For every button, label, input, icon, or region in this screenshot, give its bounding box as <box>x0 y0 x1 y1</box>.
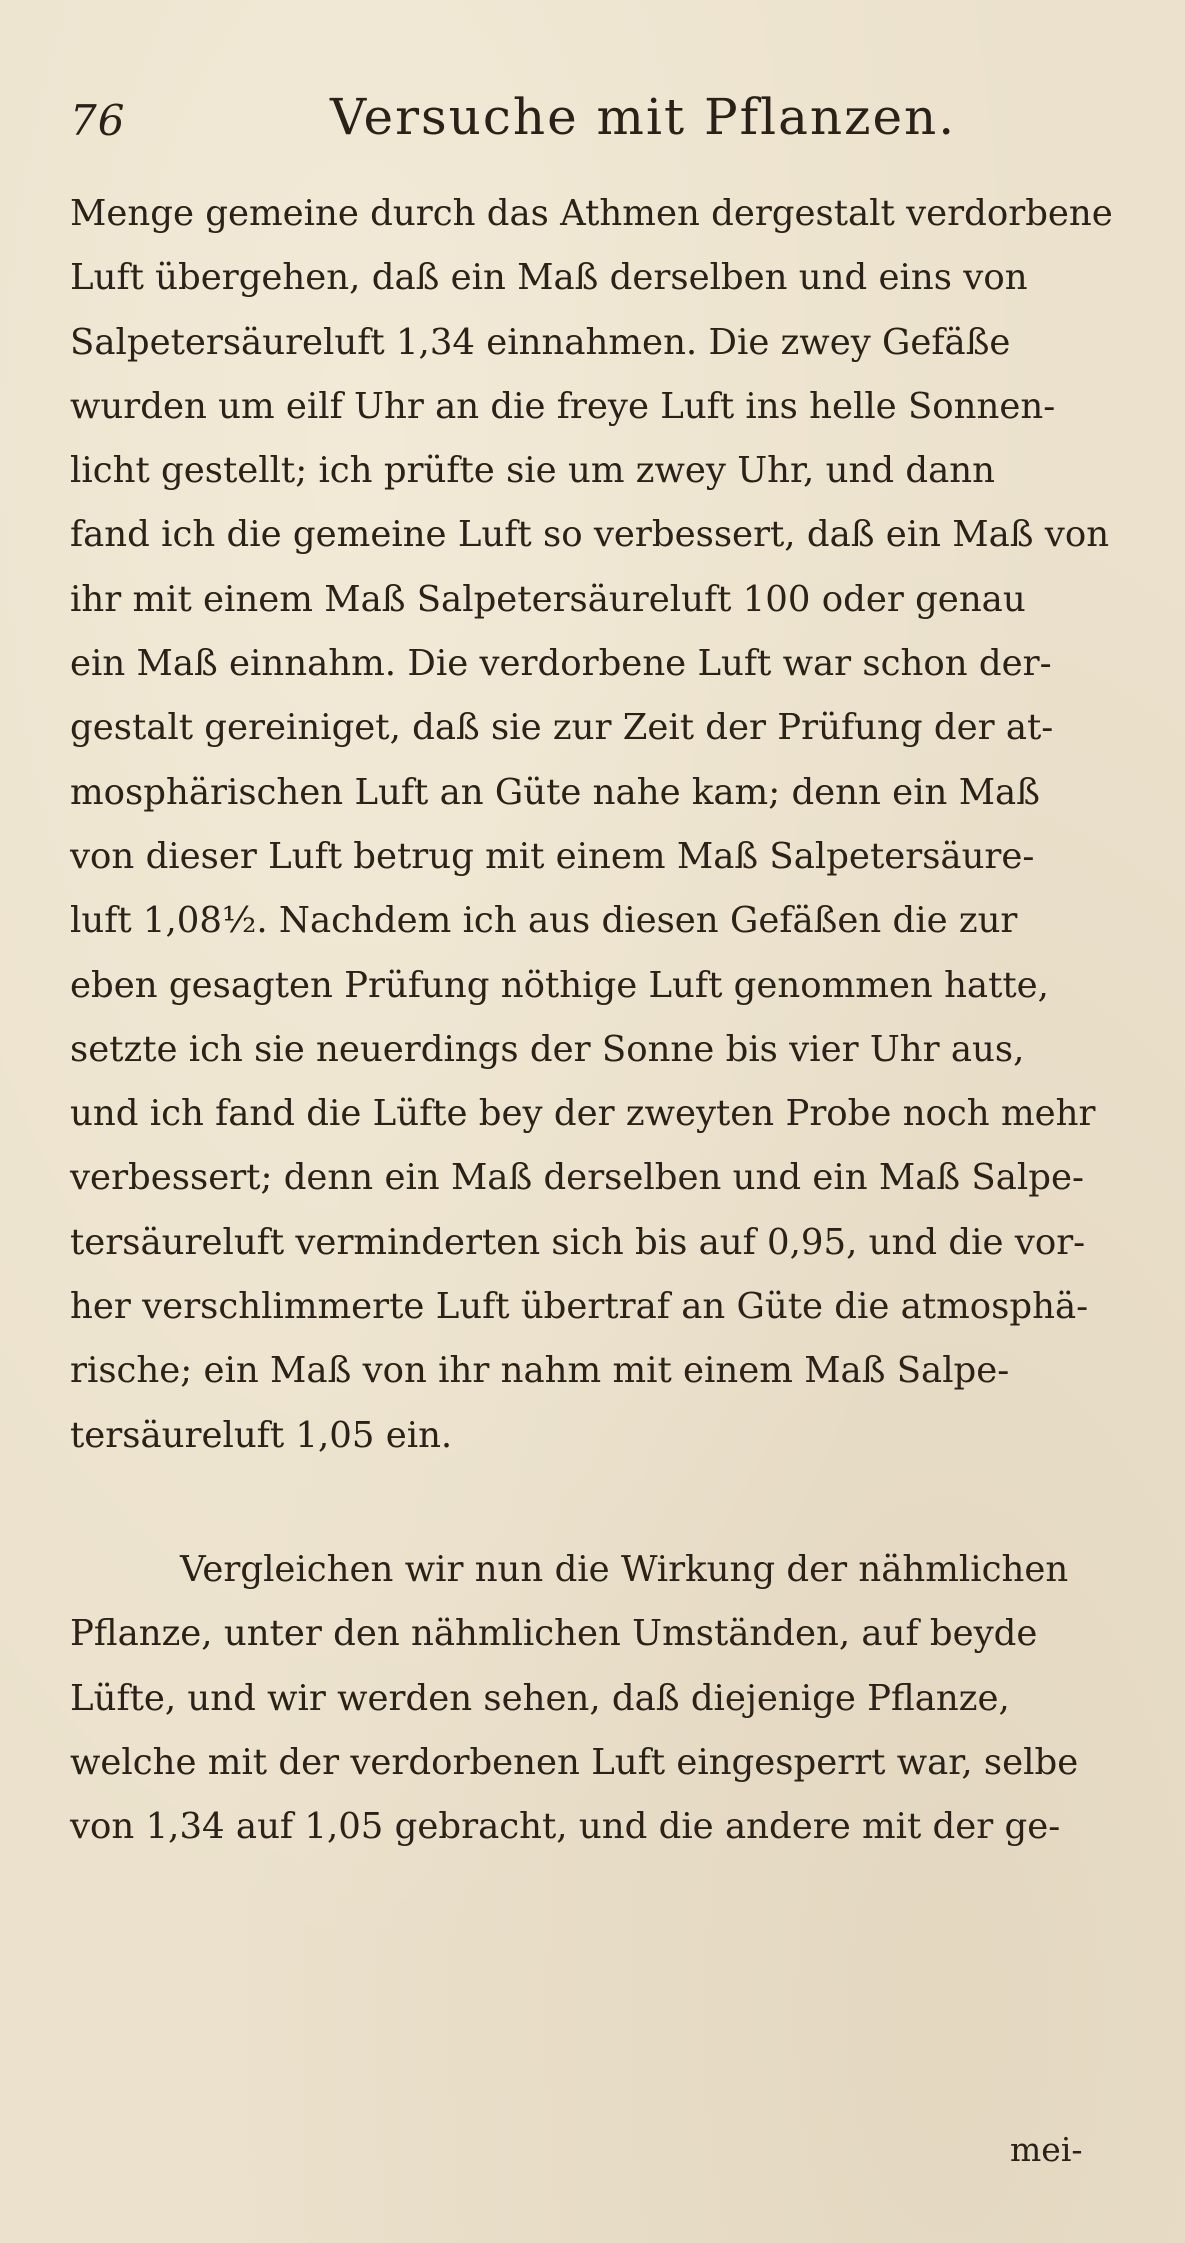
text-line: Salpetersäureluft 1,34 einnahmen. Die zwey Gefäße <box>70 321 1011 363</box>
text-line: und ich fand die Lüfte bey der zweyten Probe noch mehr <box>70 1093 1096 1135</box>
page-number: 76 <box>70 96 126 145</box>
text-line: Vergleichen wir nun die Wirkung der nähmlichen <box>180 1548 1069 1590</box>
text-line: wurden um eilf Uhr an die freye Luft ins helle Sonnen- <box>70 385 1056 427</box>
text-line: verbessert; denn ein Maß derselben und ein Maß Salpe- <box>70 1157 1084 1199</box>
page-header <box>70 88 1130 158</box>
paragraph-2 <box>70 1538 1130 1859</box>
text-line: ein Maß einnahm. Die verdorbene Luft war schon der- <box>70 643 1052 685</box>
text-line: setzte ich sie neuerdings der Sonne bis vier Uhr aus, <box>70 1028 1025 1070</box>
paragraph-gap <box>70 1468 1130 1538</box>
running-head: Versuche mit Pflanzen. <box>330 88 957 146</box>
text-line: her verschlimmerte Luft übertraf an Güte die atmosphä- <box>70 1286 1089 1328</box>
text-line: Pflanze, unter den nähmlichen Umständen, auf beyde <box>70 1613 1038 1655</box>
text-line: ihr mit einem Maß Salpetersäureluft 100 oder genau <box>70 578 1026 620</box>
text-line: mosphärischen Luft an Güte nahe kam; denn ein Maß <box>70 771 1040 813</box>
body-text <box>70 182 1130 1859</box>
text-line: welche mit der verdorbenen Luft eingesperrt war, selbe <box>70 1741 1079 1783</box>
text-line: luft 1,08½. Nachdem ich aus diesen Gefäßen die zur <box>70 900 1018 942</box>
text-line: Luft übergehen, daß ein Maß derselben und eins von <box>70 257 1028 299</box>
text-line: eben gesagten Prüfung nöthige Luft genommen hatte, <box>70 964 1049 1006</box>
text-line: licht gestellt; ich prüfte sie um zwey Uhr, und dann <box>70 450 995 492</box>
text-line: rische; ein Maß von ihr nahm mit einem Maß Salpe- <box>70 1350 1010 1392</box>
text-line: gestalt gereiniget, daß sie zur Zeit der Prüfung der at- <box>70 707 1054 749</box>
text-line: tersäureluft 1,05 ein. <box>70 1414 453 1456</box>
text-line: fand ich die gemeine Luft so verbessert, daß ein Maß von <box>70 514 1110 556</box>
paragraph-1 <box>70 182 1130 1468</box>
catchword: mei- <box>1010 2130 1083 2169</box>
text-line: Menge gemeine durch das Athmen dergestalt verdorbene <box>70 193 1113 234</box>
text-line: tersäureluft verminderten sich bis auf 0,95, und die vor- <box>70 1221 1086 1263</box>
text-line: von dieser Luft betrug mit einem Maß Salpetersäure- <box>70 835 1035 877</box>
text-line: von 1,34 auf 1,05 gebracht, und die andere mit der ge- <box>70 1806 1061 1848</box>
text-line: Lüfte, und wir werden sehen, daß diejenige Pflanze, <box>70 1677 1010 1719</box>
